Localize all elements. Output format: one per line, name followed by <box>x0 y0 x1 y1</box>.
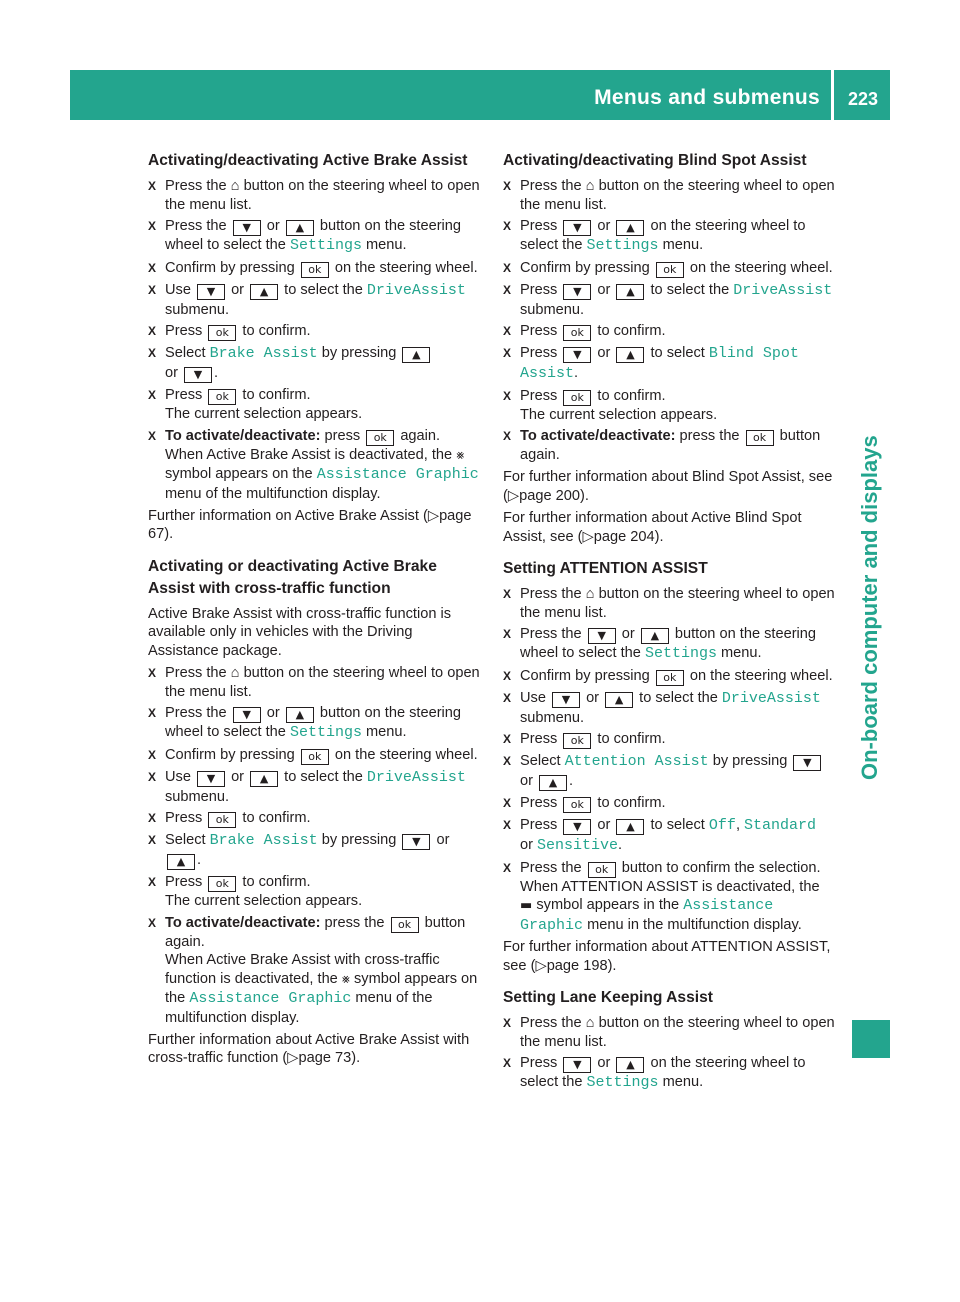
ok-key-icon: ok <box>563 797 591 813</box>
step-text: When ATTENTION ASSIST is deactivated, the <box>520 878 820 895</box>
paragraph <box>503 468 835 505</box>
step <box>503 859 835 936</box>
menu-assistance-graphic: Assistance Graphic <box>189 990 352 1008</box>
up-key-icon: ▲ <box>250 771 278 787</box>
down-key-icon: ▼ <box>197 771 225 787</box>
step-text: When Active Brake Assist with cross-traffic function is deactivated, the <box>165 952 440 987</box>
para-text: ). <box>351 1050 361 1066</box>
step-text: on the steering wheel. <box>330 746 478 763</box>
step-text: to select <box>646 345 709 362</box>
para-text: Further information on Active Brake Assist ( <box>148 507 428 524</box>
chapter-marker <box>852 1020 890 1058</box>
para-text: For further information about Active Blind Spot Assist, see ( <box>503 510 802 545</box>
menu-attention-assist: Attention Assist <box>564 753 709 771</box>
step <box>503 259 835 278</box>
ref-arrow-icon: ▷ <box>535 957 547 974</box>
step-arrow-icon: X <box>503 587 512 601</box>
step-text: on the steering wheel. <box>685 259 833 276</box>
down-key-icon: ▼ <box>563 1057 591 1073</box>
step-text: Press <box>520 282 562 299</box>
step-text: press <box>320 427 365 444</box>
step-text: to confirm. <box>593 731 666 748</box>
step <box>148 809 483 828</box>
step-text: Use <box>165 282 196 299</box>
step-arrow-icon: X <box>148 324 157 339</box>
step <box>503 1014 835 1051</box>
step-text: menu of the multifunction display. <box>165 990 433 1026</box>
step-arrow-icon: X <box>503 260 512 275</box>
step <box>148 386 483 424</box>
step-text: or <box>593 817 615 834</box>
step-text: Press <box>520 731 562 748</box>
step-text: to confirm. <box>593 323 666 340</box>
up-key-icon: ▲ <box>616 819 644 835</box>
step-arrow-icon: X <box>148 915 157 930</box>
ok-key-icon: ok <box>301 262 329 278</box>
section-title: Menus and submenus <box>594 86 820 109</box>
step-text: Press the ⌂ button on the steering wheel to open the menu list. <box>165 178 480 213</box>
ok-key-icon: ok <box>366 430 394 446</box>
page-ref: page 200 <box>519 487 580 504</box>
attention-assist-off-icon: ▬ <box>520 898 533 913</box>
page-ref: page 198 <box>546 957 608 974</box>
step <box>148 746 483 765</box>
up-key-icon: ▲ <box>616 220 644 236</box>
step <box>148 344 483 383</box>
step-text: The current selection appears. <box>165 893 363 910</box>
step <box>503 794 835 813</box>
brake-assist-off-icon: ⨳ <box>341 971 350 987</box>
step <box>503 177 835 214</box>
paragraph <box>148 507 483 544</box>
step-text: to select the <box>280 769 367 786</box>
ok-key-icon: ok <box>656 262 684 278</box>
step-text: . <box>574 364 579 381</box>
step <box>503 387 835 425</box>
step-text: Press <box>165 810 207 827</box>
up-key-icon: ▲ <box>286 220 314 236</box>
step-text: or <box>227 282 249 299</box>
page-ref: page 204 <box>593 528 655 545</box>
step-arrow-icon: X <box>503 818 512 833</box>
heading-active-brake-assist: Activating/deactivating Active Brake Assist <box>148 152 468 169</box>
menu-settings: Settings <box>289 237 362 255</box>
up-key-icon: ▲ <box>167 854 195 870</box>
paragraph <box>148 1031 483 1068</box>
step-text: Select <box>165 345 210 362</box>
step-text: Press the ⌂ button on the steering wheel to open the menu list. <box>520 178 835 213</box>
step <box>503 322 835 341</box>
step-text: menu in the multifunction display. <box>583 916 802 933</box>
step-text: or <box>593 218 615 235</box>
step-text: . <box>569 772 574 789</box>
heading-active-brake-assist-cross-traffic: Activating or deactivating Active Brake Assist with cross-traffic function <box>148 557 437 597</box>
step-text: menu. <box>361 237 407 254</box>
step-arrow-icon: X <box>148 179 157 193</box>
step-text: menu. <box>658 1074 704 1091</box>
step-arrow-icon: X <box>148 747 157 762</box>
step-arrow-icon: X <box>503 346 512 361</box>
step-text: to confirm. <box>238 323 311 340</box>
heading-attention-assist: Setting ATTENTION ASSIST <box>503 560 708 577</box>
step-arrow-icon: X <box>148 706 157 721</box>
down-key-icon: ▼ <box>402 834 430 850</box>
menu-assistance-graphic: Assistance Graphic <box>316 466 479 484</box>
step <box>503 816 835 855</box>
step-text: Select <box>165 832 210 849</box>
step-arrow-icon: X <box>503 732 512 747</box>
step-text: Press the <box>165 218 231 235</box>
step-text: Use <box>165 769 196 786</box>
ok-key-icon: ok <box>563 390 591 406</box>
para-text: ). <box>654 528 664 545</box>
down-key-icon: ▼ <box>563 819 591 835</box>
down-key-icon: ▼ <box>552 692 580 708</box>
up-key-icon: ▲ <box>286 707 314 723</box>
step-arrow-icon: X <box>148 428 157 443</box>
step-text: to confirm. <box>238 387 311 404</box>
step-text: button to confirm the selection. <box>617 859 821 876</box>
step-text: The current selection appears. <box>520 406 718 423</box>
down-key-icon: ▼ <box>563 220 591 236</box>
step <box>148 914 483 1028</box>
ok-key-icon: ok <box>588 862 616 878</box>
step-text: Press the <box>520 626 586 643</box>
up-key-icon: ▲ <box>402 347 430 363</box>
up-key-icon: ▲ <box>250 284 278 300</box>
step <box>503 1054 835 1093</box>
step-text: or <box>432 832 450 849</box>
step-text: or <box>262 705 284 722</box>
step-text: submenu. <box>165 301 230 318</box>
step-text: or <box>593 345 615 362</box>
step-text: on the steering wheel to select the <box>520 218 806 254</box>
step-text: press the <box>320 914 389 931</box>
down-key-icon: ▼ <box>563 284 591 300</box>
header-bar <box>70 70 890 120</box>
step <box>148 281 483 319</box>
step-text: by pressing <box>708 753 792 770</box>
step <box>148 664 483 701</box>
step-arrow-icon: X <box>503 179 512 193</box>
step-text: on the steering wheel. <box>685 667 833 684</box>
page-ref: page 67 <box>148 507 472 542</box>
step-text: Confirm by pressing <box>520 667 654 684</box>
menu-driveassist: DriveAssist <box>733 282 833 300</box>
step <box>503 752 835 791</box>
step-text: Confirm by pressing <box>520 259 654 276</box>
step-text: or <box>582 690 604 707</box>
step <box>148 322 483 341</box>
step-text: or <box>593 282 615 299</box>
up-key-icon: ▲ <box>616 284 644 300</box>
para-text: ). <box>607 957 617 974</box>
step-text: Press the <box>520 859 586 876</box>
ref-arrow-icon: ▷ <box>287 1050 299 1066</box>
ok-key-icon: ok <box>301 749 329 765</box>
step-text: . <box>214 364 219 381</box>
para-text: Further information about Active Brake Assist with cross-traffic function ( <box>148 1031 470 1066</box>
step <box>503 281 835 319</box>
step-arrow-icon: X <box>148 833 157 848</box>
step-text: button again. <box>165 914 466 950</box>
step-text: Press <box>520 817 562 834</box>
step <box>148 831 483 870</box>
step-text: to confirm. <box>238 874 311 891</box>
step-text: Press <box>520 218 562 235</box>
menu-brake-assist: Brake Assist <box>209 832 318 850</box>
step-text: to confirm. <box>593 387 666 404</box>
up-key-icon: ▲ <box>641 628 669 644</box>
step <box>503 625 835 664</box>
step <box>148 704 483 743</box>
step-text: button on the steering wheel to select the <box>165 218 462 254</box>
ok-key-icon: ok <box>391 917 419 933</box>
menu-driveassist: DriveAssist <box>366 282 466 300</box>
step-text: Press <box>520 387 562 404</box>
ref-arrow-icon: ▷ <box>582 528 594 545</box>
heading-blind-spot-assist: Activating/deactivating Blind Spot Assist <box>503 152 807 169</box>
step <box>148 873 483 911</box>
step-arrow-icon: X <box>148 219 157 234</box>
step-text: The current selection appears. <box>165 406 363 423</box>
step-text: submenu. <box>520 301 585 318</box>
step-text: button again. <box>520 428 821 464</box>
up-key-icon: ▲ <box>605 692 633 708</box>
ok-key-icon: ok <box>563 325 591 341</box>
step-text: Confirm by pressing <box>165 259 299 276</box>
step-text: press the <box>675 428 744 445</box>
paragraph <box>503 938 835 975</box>
brake-assist-off-icon: ⨳ <box>456 447 465 463</box>
step-bold-text: To activate/deactivate: <box>165 914 321 931</box>
step <box>503 585 835 622</box>
step-text: or <box>593 1055 615 1072</box>
step-text: to confirm. <box>238 810 311 827</box>
step-text: or <box>227 769 249 786</box>
step-text: submenu. <box>165 788 230 805</box>
step-arrow-icon: X <box>503 388 512 403</box>
step-text: , <box>735 817 745 834</box>
step-text: Press <box>165 387 207 404</box>
para-text: ). <box>579 487 589 504</box>
menu-driveassist: DriveAssist <box>366 769 466 787</box>
step-text: on the steering wheel to select the <box>520 1055 806 1091</box>
step-text: Press the <box>165 705 231 722</box>
menu-settings: Settings <box>289 724 362 742</box>
down-key-icon: ▼ <box>793 755 821 771</box>
step-text: to select the <box>646 282 734 299</box>
down-key-icon: ▼ <box>588 628 616 644</box>
step-text: menu of the multifunction display. <box>165 485 381 502</box>
ok-key-icon: ok <box>656 670 684 686</box>
step-text: again. <box>396 427 441 444</box>
step-arrow-icon: X <box>503 219 512 234</box>
step-bold-text: To activate/deactivate: <box>520 428 676 445</box>
header-divider <box>831 70 834 120</box>
step-text: button on the steering wheel to select the <box>165 705 462 741</box>
up-key-icon: ▲ <box>616 347 644 363</box>
ok-key-icon: ok <box>563 733 591 749</box>
step-arrow-icon: X <box>148 388 157 403</box>
down-key-icon: ▼ <box>233 220 261 236</box>
step <box>503 427 835 465</box>
step <box>503 217 835 256</box>
paragraph <box>503 509 835 546</box>
step-text: Use <box>520 690 551 707</box>
step-text: to select <box>646 817 709 834</box>
step-text: or <box>617 626 639 643</box>
step-arrow-icon: X <box>503 429 512 444</box>
step-arrow-icon: X <box>148 875 157 890</box>
option-off: Off <box>708 817 736 835</box>
step-arrow-icon: X <box>503 1056 512 1071</box>
step-text: or <box>165 364 183 381</box>
para-text: ). <box>164 526 174 542</box>
menu-brake-assist: Brake Assist <box>209 345 318 363</box>
step-text: Press <box>165 323 207 340</box>
menu-settings: Settings <box>586 237 659 255</box>
step-arrow-icon: X <box>503 1016 512 1031</box>
step-text: or <box>520 772 538 789</box>
step-arrow-icon: X <box>503 860 512 875</box>
step-bold-text: To activate/deactivate: <box>165 427 321 444</box>
ok-key-icon: ok <box>208 389 236 405</box>
step-arrow-icon: X <box>503 283 512 298</box>
step-text: to confirm. <box>593 795 666 812</box>
step-arrow-icon: X <box>148 260 157 275</box>
step-text: by pressing <box>317 345 401 362</box>
heading-lane-keeping-assist: Setting Lane Keeping Assist <box>503 989 713 1007</box>
step-text: . <box>618 836 623 853</box>
step <box>148 427 483 504</box>
step-arrow-icon: X <box>503 627 512 642</box>
step-arrow-icon: X <box>148 346 157 361</box>
step-text: on the steering wheel. <box>330 259 478 276</box>
step-text: Press the ⌂ button on the steering wheel to open the menu list. <box>520 586 835 621</box>
down-key-icon: ▼ <box>197 284 225 300</box>
menu-assistance-graphic: Assistance Graphic <box>520 897 774 934</box>
paragraph: Active Brake Assist with cross-traffic function is available only in vehicles with the Driving Assistance package. <box>148 605 452 659</box>
step-text: Press <box>520 1055 562 1072</box>
step-text: When Active Brake Assist is deactivated, the <box>165 446 457 463</box>
ok-key-icon: ok <box>746 430 774 446</box>
step-text: button on the steering wheel to select the <box>520 626 817 662</box>
option-standard: Standard <box>744 817 817 835</box>
menu-blind-spot-assist: Blind Spot Assist <box>520 345 799 382</box>
step-text: . <box>197 851 202 868</box>
step-text: symbol appears in the <box>532 897 684 913</box>
step-text: symbol appears on the <box>165 970 478 1007</box>
step-text: to select the <box>280 282 367 299</box>
step-text: by pressing <box>317 832 401 849</box>
step-text: to select the <box>635 690 722 707</box>
up-key-icon: ▲ <box>539 775 567 791</box>
right-column <box>503 150 835 1096</box>
step-arrow-icon: X <box>148 666 157 680</box>
up-key-icon: ▲ <box>616 1057 644 1073</box>
down-key-icon: ▼ <box>563 347 591 363</box>
step-text: or <box>262 218 284 235</box>
ref-arrow-icon: ▷ <box>507 487 520 504</box>
ref-arrow-icon: ▷ <box>427 507 440 524</box>
step <box>503 689 835 727</box>
step-text: Press <box>165 874 207 891</box>
ok-key-icon: ok <box>208 325 236 341</box>
step <box>503 730 835 749</box>
step-arrow-icon: X <box>503 668 512 683</box>
ok-key-icon: ok <box>208 812 236 828</box>
step-arrow-icon: X <box>503 796 512 811</box>
down-key-icon: ▼ <box>233 707 261 723</box>
step-text: symbol appears on the <box>165 466 317 483</box>
step <box>148 768 483 806</box>
option-sensitive: Sensitive <box>537 836 619 854</box>
step-arrow-icon: X <box>148 283 157 298</box>
step <box>503 667 835 686</box>
step-text: Select <box>520 753 565 770</box>
page-ref: page 73 <box>298 1050 352 1066</box>
menu-driveassist: DriveAssist <box>721 690 821 708</box>
step-arrow-icon: X <box>503 691 512 706</box>
step-text: menu. <box>716 645 762 662</box>
step-arrow-icon: X <box>148 811 157 826</box>
step-arrow-icon: X <box>503 324 512 339</box>
step-text: or <box>520 836 538 853</box>
step <box>503 344 835 383</box>
step-text: menu. <box>658 237 704 254</box>
step <box>148 177 483 214</box>
step <box>148 259 483 278</box>
chapter-tab <box>852 120 890 920</box>
step-text: Press <box>520 323 562 340</box>
menu-settings: Settings <box>586 1074 659 1092</box>
para-text: For further information about Blind Spot Assist, see ( <box>503 469 833 504</box>
ok-key-icon: ok <box>208 876 236 892</box>
step-text: submenu. <box>520 709 585 726</box>
step-arrow-icon: X <box>148 770 157 785</box>
step-text: Press the ⌂ button on the steering wheel to open the menu list. <box>520 1015 835 1050</box>
step-arrow-icon: X <box>503 754 512 769</box>
step-text: Press <box>520 795 562 812</box>
step-text: menu. <box>361 724 407 741</box>
menu-settings: Settings <box>644 645 717 663</box>
down-key-icon: ▼ <box>184 367 212 383</box>
page-number: 223 <box>847 89 878 109</box>
step-text: Confirm by pressing <box>165 746 299 763</box>
step <box>148 217 483 256</box>
left-column <box>148 150 483 1072</box>
chapter-label: On-board computer and displays <box>857 435 882 780</box>
para-text: For further information about ATTENTION ASSIST, see ( <box>503 939 831 974</box>
step-text: Press the ⌂ button on the steering wheel to open the menu list. <box>165 665 480 700</box>
step-text: Press <box>520 345 562 362</box>
